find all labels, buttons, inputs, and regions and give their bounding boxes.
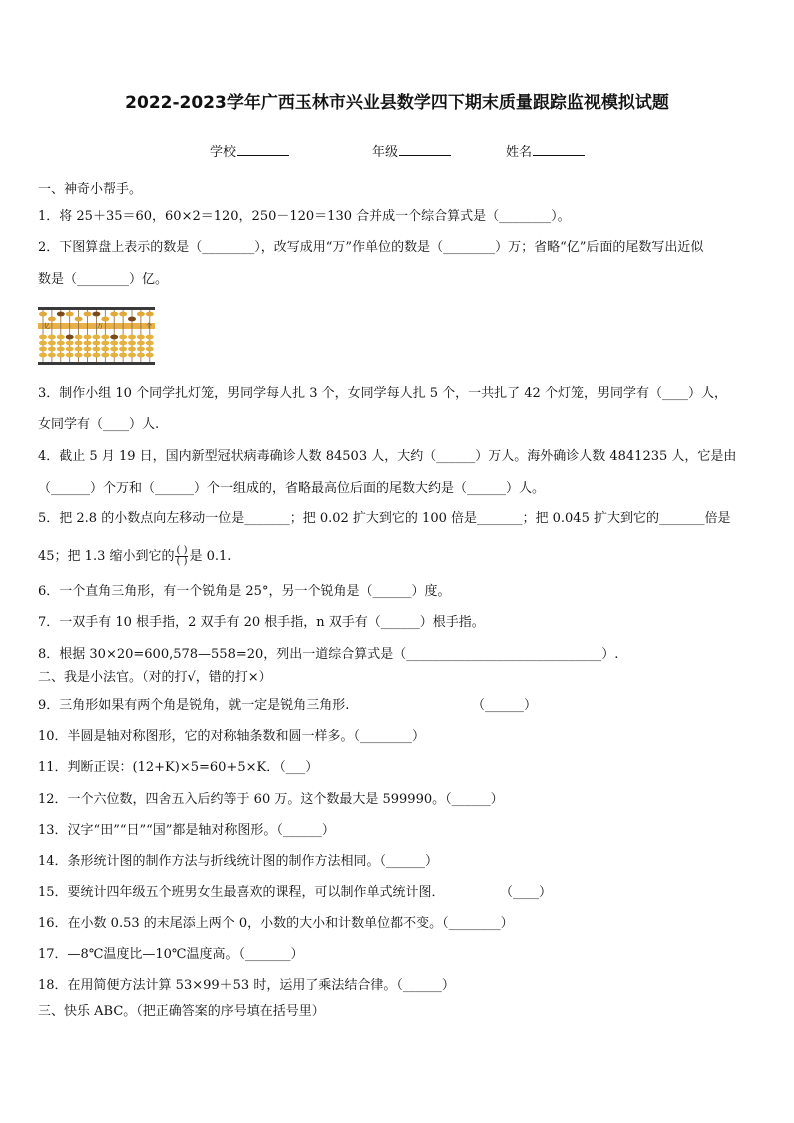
question-5-line-2: [38, 546, 231, 567]
abacus-bead: [75, 335, 83, 340]
question-9: 9．三角形如果有两个角是锐角，就一定是锐角三角形.: [38, 698, 350, 713]
abacus-bead: [48, 353, 56, 358]
fraction-numerator: ( ): [176, 545, 188, 556]
abacus-bead: [39, 312, 47, 317]
abacus-bead: [84, 341, 92, 346]
school-blank[interactable]: [237, 143, 289, 156]
abacus-bead: [84, 353, 92, 358]
abacus-bead: [128, 347, 136, 352]
abacus-bead: [75, 317, 83, 322]
abacus-bead: [57, 341, 65, 346]
abacus-bead: [101, 317, 109, 322]
abacus-label-ge: 个: [146, 323, 153, 330]
abacus-bead: [128, 353, 136, 358]
abacus-bead: [146, 335, 154, 340]
abacus-bead: [57, 353, 65, 358]
fraction-blank[interactable]: [175, 546, 188, 567]
abacus-bead: [57, 335, 65, 340]
question-18: 18．在用简便方法计算 53×99＋53 时，运用了乘法结合律。（______）: [38, 978, 455, 993]
abacus-bead: [57, 312, 65, 317]
abacus-bead: [39, 347, 47, 352]
abacus-bead: [92, 347, 100, 352]
abacus-bead: [128, 317, 136, 322]
abacus-bead: [146, 347, 154, 352]
section-1-heading: 一、神奇小帮手。: [38, 182, 143, 197]
abacus-bead: [146, 353, 154, 358]
question-15: 15．要统计四年级五个班男女生最喜欢的课程，可以制作单式统计图．: [38, 885, 445, 900]
abacus-bead: [137, 347, 145, 352]
abacus-bead: [57, 347, 65, 352]
abacus-bead: [137, 335, 145, 340]
question-3-line-2: 女同学有（____）人.: [38, 417, 160, 432]
abacus-bead: [92, 335, 100, 340]
abacus-bead: [92, 312, 100, 317]
abacus-label-wan: 万: [97, 323, 104, 330]
section-3-heading: 三、快乐 ABC。（把正确答案的序号填在括号里）: [38, 1004, 325, 1019]
question-4-line-2: （______）个万和（______）个一组成的，省略最高位后面的尾数大约是（______）人。: [38, 481, 546, 496]
question-11: 11．判断正误：(12+K)×5=60+5×K．（___）: [38, 760, 319, 775]
abacus-bead: [39, 353, 47, 358]
fraction-denominator: ( ): [176, 556, 188, 567]
abacus-bead: [92, 353, 100, 358]
section-2-heading: 二、我是小法官。（对的打√，错的打×）: [38, 670, 272, 685]
abacus-bead: [110, 312, 118, 317]
abacus-bead: [137, 312, 145, 317]
name-blank[interactable]: [533, 143, 585, 156]
abacus-bead: [66, 341, 74, 346]
abacus-bead: [48, 335, 56, 340]
abacus-bead: [119, 341, 127, 346]
abacus-bead: [48, 347, 56, 352]
abacus-bead: [66, 335, 74, 340]
abacus-bead: [101, 341, 109, 346]
abacus-bead: [128, 341, 136, 346]
question-7: 7．一双手有 10 根手指，2 双手有 20 根手指，n 双手有（______）根手指。: [38, 615, 485, 630]
name-field: [506, 141, 585, 160]
abacus-bead: [119, 353, 127, 358]
question-1: 1．将 25＋35＝60，60×2＝120，250－120＝130 合并成一个综合算式是（________）。: [38, 209, 571, 224]
abacus-bead: [110, 353, 118, 358]
question-2-line-2: 数是（________）亿。: [38, 272, 169, 287]
question-2-line-1: 2．下图算盘上表示的数是（________），改写成用“万”作单位的数是（________）万；省略“亿”后面的尾数写出近似: [38, 240, 704, 255]
abacus-bead: [92, 341, 100, 346]
abacus-bead: [119, 312, 127, 317]
abacus-bead: [110, 335, 118, 340]
question-17: 17．—8℃温度比—10℃温度高。（_______）: [38, 947, 304, 962]
abacus-bead: [75, 347, 83, 352]
abacus-label-yi: 亿: [44, 323, 51, 330]
grade-label: 年级: [372, 145, 399, 160]
abacus-bead: [119, 335, 127, 340]
question-8: 8．根据 30×20=600,578—558=20，列出一道综合算式是（______________________________）.: [38, 647, 619, 662]
abacus-bead: [75, 341, 83, 346]
grade-field: [372, 141, 451, 160]
abacus-bead: [137, 341, 145, 346]
question-14: 14．条形统计图的制作方法与折线统计图的制作方法相同。（______）: [38, 854, 439, 869]
abacus-bead: [84, 335, 92, 340]
abacus-bead: [101, 353, 109, 358]
abacus-bead: [75, 353, 83, 358]
abacus-bead: [84, 347, 92, 352]
page-title: 2022-2023学年广西玉林市兴业县数学四下期末质量跟踪监视模拟试题: [125, 93, 669, 113]
question-5-text-pre: 45；把 1.3 缩小到它的: [38, 549, 175, 564]
question-9-blank[interactable]: （______）: [472, 698, 538, 713]
abacus-bead: [66, 353, 74, 358]
question-5-text-post: 是 0.1.: [189, 549, 232, 564]
abacus-bead: [110, 347, 118, 352]
question-13: 13．汉字“田”“日”“国”都是轴对称图形。（______）: [38, 823, 335, 838]
abacus-bead: [48, 341, 56, 346]
question-10: 10．半圆是轴对称图形，它的对称轴条数和圆一样多。（________）: [38, 729, 426, 744]
name-label: 姓名: [506, 145, 533, 160]
question-15-blank[interactable]: （____）: [500, 885, 553, 900]
school-label: 学校: [210, 145, 237, 160]
abacus-bead: [146, 312, 154, 317]
abacus-bead: [66, 347, 74, 352]
school-field: [210, 141, 289, 160]
abacus-image: [38, 306, 155, 366]
abacus-bead: [137, 353, 145, 358]
question-6: 6．一个直角三角形，有一个锐角是 25°，另一个锐角是（______）度。: [38, 584, 451, 599]
abacus-bead: [101, 335, 109, 340]
abacus-bead: [84, 312, 92, 317]
grade-blank[interactable]: [399, 143, 451, 156]
abacus-bead: [39, 341, 47, 346]
question-5-line-1: 5．把 2.8 的小数点向左移动一位是_______；把 0.02 扩大到它的 100 倍是_______；把 0.045 扩大到它的_______倍是: [38, 511, 731, 526]
abacus-bead: [48, 317, 56, 322]
question-12: 12．一个六位数，四舍五入后约等于 60 万。这个数最大是 599990。（______）: [38, 792, 504, 807]
abacus-bead: [101, 347, 109, 352]
abacus-bead: [66, 312, 74, 317]
abacus-bead: [128, 335, 136, 340]
question-4-line-1: 4．截止 5 月 19 日，国内新型冠状病毒确诊人数 84503 人，大约（______）万人。海外确诊人数 4841235 人，它是由: [38, 449, 737, 464]
abacus-bead: [39, 335, 47, 340]
question-3-line-1: 3．制作小组 10 个同学扎灯笼，男同学每人扎 3 个，女同学每人扎 5 个，一共扎了 42 个灯笼，男同学有（____）人，: [38, 386, 727, 401]
abacus-bead: [119, 347, 127, 352]
abacus-bead: [110, 341, 118, 346]
question-16: 16．在小数 0.53 的末尾添上两个 0，小数的大小和计数单位都不变。（________）: [38, 916, 514, 931]
abacus-bead: [146, 341, 154, 346]
